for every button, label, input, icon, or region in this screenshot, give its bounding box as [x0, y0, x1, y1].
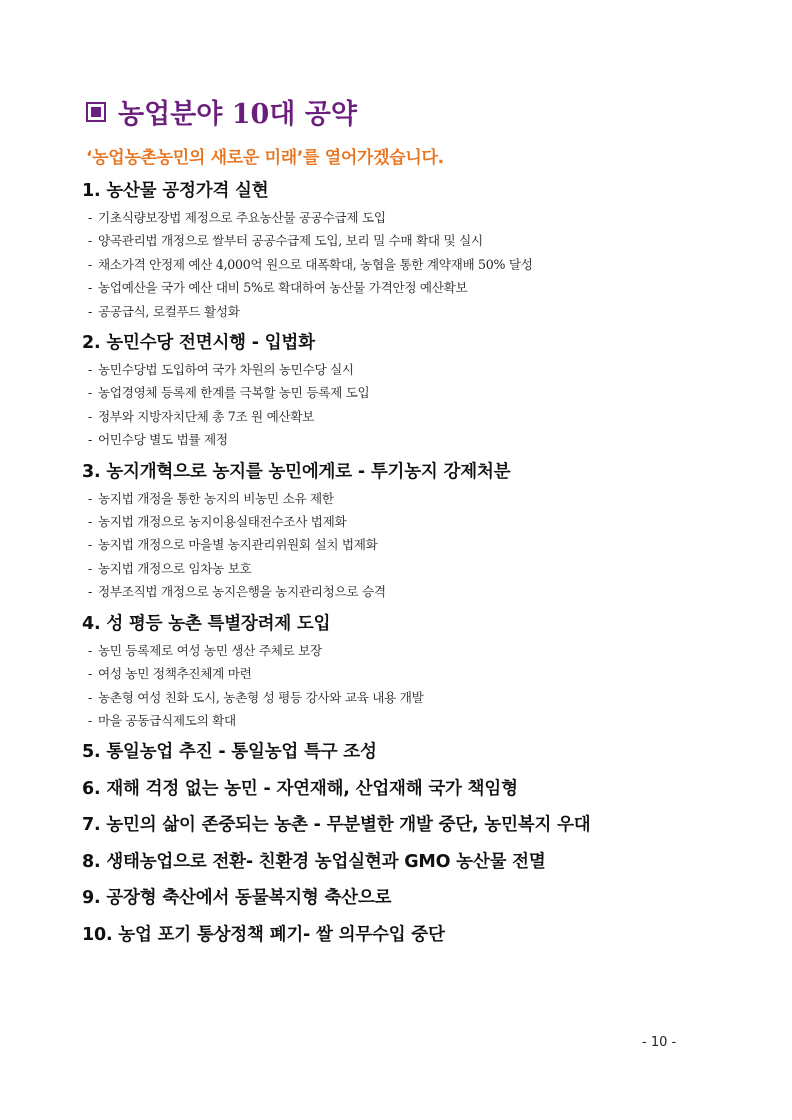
- bullet-dash: -: [88, 514, 92, 530]
- pledge-heading: 10. 농업 포기 통상정책 폐기- 쌀 의무수입 중단: [82, 924, 445, 945]
- page-number: - 10 -: [642, 1035, 677, 1050]
- list-item: - 여성 농민 정책추진체계 마련: [88, 666, 252, 682]
- filled-square-icon: [86, 102, 106, 122]
- list-item: - 농촌형 여성 친화 도시, 농촌형 성 평등 강사와 교육 내용 개발: [88, 689, 424, 705]
- list-item: - 농지법 개정으로 마을별 농지관리위원회 설치 법제화: [88, 537, 378, 553]
- bullet-dash: -: [88, 233, 92, 249]
- list-item: - 채소가격 안정제 예산 4,000억 원으로 대폭확대, 농협을 통한 계약재배 50% 달성: [88, 256, 533, 272]
- bullet-dash: -: [88, 362, 92, 378]
- list-item: - 농민 등록제로 여성 농민 생산 주체로 보장: [88, 642, 322, 658]
- bullet-dash: -: [88, 408, 92, 424]
- pledge-heading: 8. 생태농업으로 전환- 친환경 농업실현과 GMO 농산물 전멸: [82, 851, 546, 872]
- pledge-heading: 2. 농민수당 전면시행 - 입법화: [82, 333, 315, 354]
- list-item: - 농업예산을 국가 예산 대비 5%로 확대하여 농산물 가격안정 예산확보: [88, 280, 468, 296]
- pledge-section-8: [82, 849, 722, 875]
- list-item: - 농업경영체 등록제 한계를 극복할 농민 등록제 도입: [88, 385, 370, 401]
- pledge-heading: 3. 농지개혁으로 농지를 농민에게로 - 투기농지 강제처분: [82, 461, 511, 482]
- list-item: - 마을 공동급식제도의 확대: [88, 712, 236, 728]
- bullet-dash: -: [88, 560, 92, 576]
- list-item: - 기초식량보장법 제정으로 주요농산물 공공수급제 도입: [88, 210, 386, 225]
- list-item: - 농민수당법 도입하여 국가 차원의 농민수당 실시: [88, 362, 354, 378]
- pledge-section-2: [82, 330, 722, 452]
- bullet-dash: -: [88, 642, 92, 658]
- pledge-heading: 7. 농민의 삶이 존중되는 농촌 - 무분별한 개발 중단, 농민복지 우대: [82, 815, 591, 836]
- pledge-section-4: [82, 611, 722, 733]
- bullet-dash: -: [88, 303, 92, 319]
- bullet-dash: -: [88, 537, 92, 553]
- pledge-section-5: [82, 739, 722, 765]
- page-title: [86, 92, 357, 131]
- bullet-dash: -: [88, 712, 92, 728]
- pledge-section-6: [82, 776, 722, 802]
- page-title-text: 농업분야 10대 공약: [118, 99, 357, 130]
- pledge-items: [82, 487, 722, 604]
- bullet-dash: -: [88, 280, 92, 296]
- list-item: - 공공급식, 로컬푸드 활성화: [88, 303, 240, 319]
- bullet-dash: -: [88, 689, 92, 705]
- list-item: - 정부조직법 개정으로 농지은행을 농지관리청으로 승격: [88, 584, 386, 600]
- list-item: - 정부와 지방자치단체 총 7조 원 예산확보: [88, 408, 315, 424]
- pledge-heading: 6. 재해 걱정 없는 농민 - 자연재해, 산업재해 국가 책임형: [82, 778, 518, 799]
- pledge-items: [82, 358, 722, 452]
- bullet-dash: -: [88, 666, 92, 682]
- bullet-dash: -: [88, 432, 92, 448]
- bullet-dash: -: [88, 256, 92, 272]
- subtitle: ‘농업농촌농민의 새로운 미래’를 열어가겠습니다.: [86, 148, 444, 168]
- list-item: - 농지법 개정으로 농지이용실태전수조사 법제화: [88, 514, 347, 530]
- pledge-section-7: [82, 812, 722, 838]
- pledge-heading: 1. 농산물 공정가격 실현: [82, 181, 269, 201]
- pledge-heading: 5. 통일농업 추진 - 통일농업 특구 조성: [82, 742, 377, 763]
- pledge-list: [82, 178, 722, 958]
- pledge-items: [82, 206, 722, 323]
- pledge-heading: 9. 공장형 축산에서 동물복지형 축산으로: [82, 888, 392, 909]
- bullet-dash: -: [88, 385, 92, 401]
- pledge-section-10: [82, 922, 722, 948]
- pledge-heading: 4. 성 평등 농촌 특별장려제 도입: [82, 613, 331, 634]
- pledge-section-3: [82, 459, 722, 604]
- list-item: - 양곡관리법 개정으로 쌀부터 공공수급제 도입, 보리 밀 수매 확대 및 실시: [88, 233, 483, 249]
- bullet-dash: -: [88, 490, 92, 506]
- pledge-section-9: [82, 885, 722, 911]
- pledge-items: [82, 639, 722, 733]
- bullet-dash: -: [88, 584, 92, 600]
- list-item: - 어민수당 별도 법률 제정: [88, 432, 228, 448]
- bullet-dash: -: [88, 210, 92, 225]
- list-item: - 농지법 개정을 통한 농지의 비농민 소유 제한: [88, 490, 334, 506]
- list-item: - 농지법 개정으로 임차농 보호: [88, 560, 252, 576]
- pledge-section-1: [82, 178, 722, 323]
